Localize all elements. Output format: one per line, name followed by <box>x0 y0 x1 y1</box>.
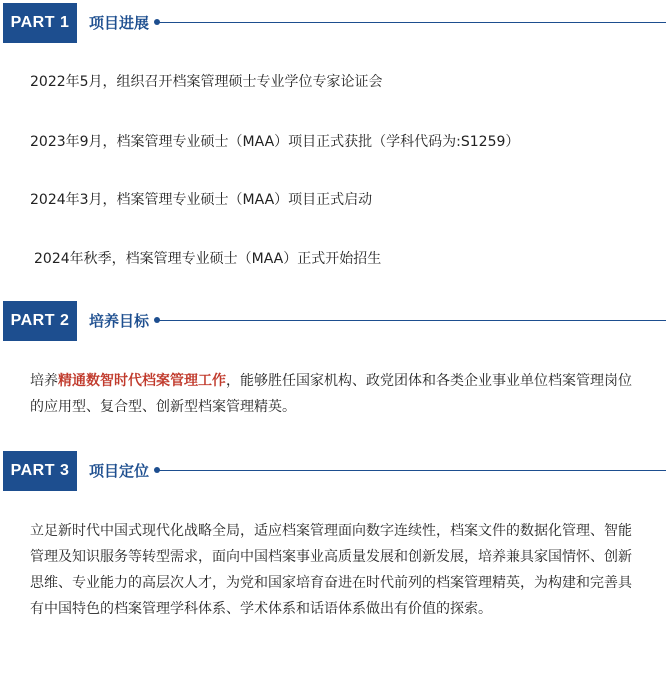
milestone-item: 2023年9月，档案管理专业硕士（MAA）项目正式获批（学科代码为:S1259） <box>30 134 520 150</box>
part1-title: 项目进展 <box>89 14 150 32</box>
part1-header <box>0 3 672 43</box>
milestone-item: 2024年3月，档案管理专业硕士（MAA）项目正式启动 <box>30 192 373 208</box>
goal-highlight: 精通数智时代档案管理工作 <box>58 373 226 389</box>
part1-divider <box>158 22 666 23</box>
goal-text-suffix: ，能够胜任国家机构、政党团体和各类企业事业单位档案管理岗位的应用型、复合型、创新型档案管理精英。 <box>30 373 632 415</box>
part2-title: 培养目标 <box>89 312 150 330</box>
part3-header <box>0 451 672 491</box>
part2-header <box>0 301 672 341</box>
milestone-item: 2024年秋季，档案管理专业硕士（MAA）正式开始招生 <box>34 251 382 267</box>
part2-divider <box>158 320 666 321</box>
part3-title: 项目定位 <box>89 462 150 480</box>
training-goal-paragraph <box>30 368 642 420</box>
part3-divider <box>158 470 666 471</box>
part1-badge: PART 1 <box>3 3 77 43</box>
milestone-item: 2022年5月，组织召开档案管理硕士专业学位专家论证会 <box>30 74 383 90</box>
part2-badge: PART 2 <box>3 301 77 341</box>
positioning-paragraph: 立足新时代中国式现代化战略全局，适应档案管理面向数字连续性，档案文件的数据化管理、智能管理及知识服务等转型需求，面向中国档案事业高质量发展和创新发展，培养兼具家国情怀、创新思维、专业能力的高层次人才，为党和国家培育奋进在时代前列的档案管理精英，为构建和完善具有中国特色的档案管理学科体系、学术体系和话语体系做出有价值的探索。 <box>30 523 632 617</box>
part3-badge: PART 3 <box>3 451 77 491</box>
goal-text-prefix: 培养 <box>30 373 58 389</box>
